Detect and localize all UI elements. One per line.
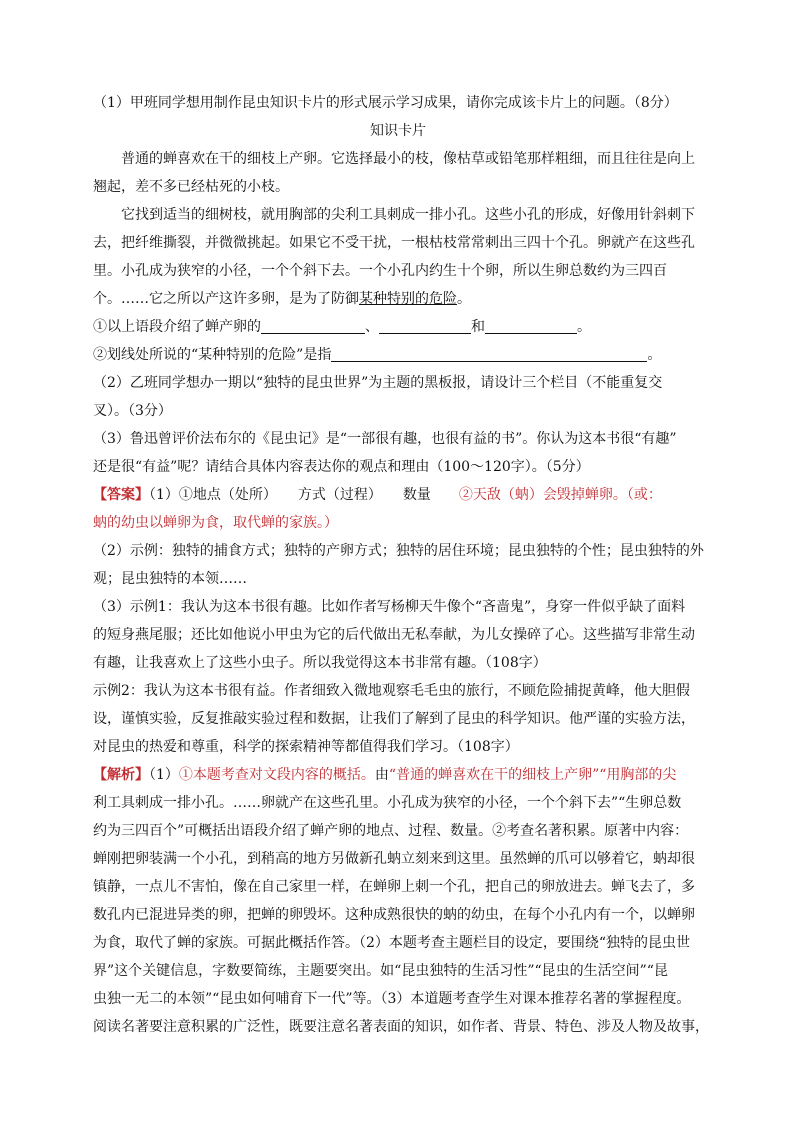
- analysis-line2: 利工具刺成一排小孔。……卵就产在这些孔里。小孔成为狭窄的小径，一个个斜下去”“生卵总数: [93, 795, 682, 811]
- sub-question-2: [93, 344, 703, 366]
- answer-2-line1: （2）示例：独特的捕食方式；独特的产卵方式；独特的居住环境；昆虫独特的个性；昆虫独特的外: [93, 543, 704, 559]
- document-page: [93, 92, 709, 1038]
- analysis-line7: 为食，取代了蝉的家族。可据此概括作答。（2）本题考查主题栏目的设定，要围绕“独特的昆虫世: [93, 935, 691, 951]
- answer-3-line1: （3）示例1：我认为这本书很有趣。比如作者写杨柳天牛像个“吝啬鬼”，身穿一件似乎缺了面料: [93, 599, 686, 615]
- analysis-line1: [93, 764, 703, 786]
- answer-line2: 蚋的幼虫以蝉卵为食，取代蝉的家族。）: [93, 515, 338, 531]
- answer-1-red: ②天敌（蚋）会毁掉蝉卵。（或：: [458, 487, 662, 503]
- answer-label: 【答案】: [93, 487, 149, 503]
- answer-blank-3[interactable]: [485, 319, 577, 334]
- q3-line2: 还是很“有益”呢？请结合具体内容表达你的观点和理由（100～120字）。（5分）: [93, 459, 590, 475]
- passage-p1-line1: 普通的蝉喜欢在干的细枝上产卵。它选择最小的枝，像枯草或铅笔那样粗细，而且往往是向上: [121, 151, 695, 167]
- sub2-end: 。: [647, 347, 662, 363]
- passage-p2-line2: 去，把纤维撕裂，并微微挑起。如果它不受干扰，一根枯枝常常刺出三四十个孔。卵就产在这些孔: [93, 235, 695, 251]
- analysis-line3: 约为三四百个”可概括出语段介绍了蝉产卵的地点、过程、数量。②考查名著积累。原著中内容：: [93, 823, 689, 839]
- answer-3-line6: 对昆虫的热爱和尊重，科学的探索精神等都值得我们学习。（108字）: [93, 739, 519, 755]
- underlined-phrase: 某种特别的危险: [359, 291, 457, 307]
- q3-line1: （3）鲁迅曾评价法布尔的《昆虫记》是“一部很有趣，也很有益的书”。你认为这本书很“有趣”: [93, 431, 677, 447]
- answer-line1: [93, 484, 703, 506]
- sub1-text: ①以上语段介绍了蝉产卵的: [93, 319, 261, 335]
- analysis-line9: 虫独一无二的本领”“昆虫如何哺育下一代”等。（3）本道题考查学生对课本推荐名著的掌握程度。: [93, 991, 691, 1007]
- sub2-text: ②划线处所说的“某种特别的危险”是指: [93, 347, 332, 363]
- answer-3-line5: 设，谨慎实验，反复推敲实验过程和数据，让我们了解到了昆虫的科学知识。他严谨的实验方法，: [93, 711, 695, 727]
- analysis-red-1: ①本题考查对文段内容的概括。: [178, 767, 375, 783]
- answer-blank-1[interactable]: [261, 319, 365, 334]
- passage-p2-line1: 它找到适当的细树枝，就用胸部的尖利工具刺成一排小孔。这些小孔的形成，好像用针斜刺下: [121, 207, 695, 223]
- q1-intro: （1）甲班同学想用制作昆虫知识卡片的形式展示学习成果，请你完成该卡片上的问题。（8分）: [93, 95, 678, 111]
- answer-3-line2: 的短身燕尾服；还比如他说小甲虫为它的后代做出无私奉献，为儿女操碎了心。这些描写非常生动: [93, 627, 695, 643]
- analysis-line6: 数孔内已混进异类的卵，把蝉的卵毁坏。这种成熟很快的蚋的幼虫，在每个小孔内有一个，以蝉卵: [93, 907, 695, 923]
- sub1-and: 和: [471, 319, 485, 335]
- answer-blank-2[interactable]: [379, 319, 471, 334]
- analysis-line5: 镇静，一点儿不害怕，像在自己家里一样，在蝉卵上刺一个孔，把自己的卵放进去。蝉飞去了，多: [93, 879, 695, 895]
- sub1-sep: 、: [365, 319, 379, 335]
- analysis-label: 【解析】: [93, 767, 149, 783]
- answer-3-line3: 有趣，让我喜欢上了这些小虫子。所以我觉得这本书非常有趣。（108字）: [93, 655, 547, 671]
- analysis-num: （1）: [149, 767, 179, 783]
- answer-2-line2: 观；昆虫独特的本领……: [93, 571, 247, 587]
- q2-line1: （2）乙班同学想办一期以“独特的昆虫世界”为主题的黑板报，请设计三个栏目（不能重复交: [93, 375, 663, 391]
- analysis-line10: 阅读名著要注意积累的广泛性，既要注意名著表面的知识，如作者、背景、特色、涉及人物及故事，: [93, 1019, 709, 1035]
- analysis-text: 由: [374, 767, 389, 783]
- passage-p1-line2: 翘起，差不多已经枯死的小枝。: [93, 179, 289, 195]
- q2-line2: 叉）。（3分）: [93, 403, 172, 419]
- analysis-line8: 界”这个关键信息，字数要简练，主题要突出。如“昆虫独特的生活习性”“昆虫的生活空间”“昆: [93, 963, 668, 979]
- analysis-red-2: “普通的蝉喜欢在干的细枝上产卵”“用胸部的尖: [388, 767, 677, 783]
- passage-p2-line4: [93, 288, 703, 310]
- sub1-end: 。: [577, 319, 591, 335]
- answer-blank-4[interactable]: [331, 347, 647, 362]
- passage-p2-line3: 里。小孔成为狭窄的小径，一个个斜下去。一个小孔内约生十个卵，所以生卵总数约为三四百: [93, 263, 667, 279]
- answer-3-line4: 示例2：我认为这本书很有益。作者细致入微地观察毛毛虫的旅行，不顾危险捕捉黄峰，他大胆假: [93, 683, 690, 699]
- passage-text: 个。……它之所以产这许多卵，是为了防御: [93, 291, 359, 307]
- passage-text-end: 。: [457, 291, 471, 307]
- answer-1-text: （1）①地点（处所） 方式（过程） 数量: [149, 487, 459, 503]
- sub-question-1: [93, 316, 703, 338]
- analysis-line4: 蝉刚把卵装满一个小孔，到稍高的地方另做新孔蚋立刻来到这里。虽然蝉的爪可以够着它，蚋却很: [93, 851, 695, 867]
- card-title: 知识卡片: [370, 123, 426, 139]
